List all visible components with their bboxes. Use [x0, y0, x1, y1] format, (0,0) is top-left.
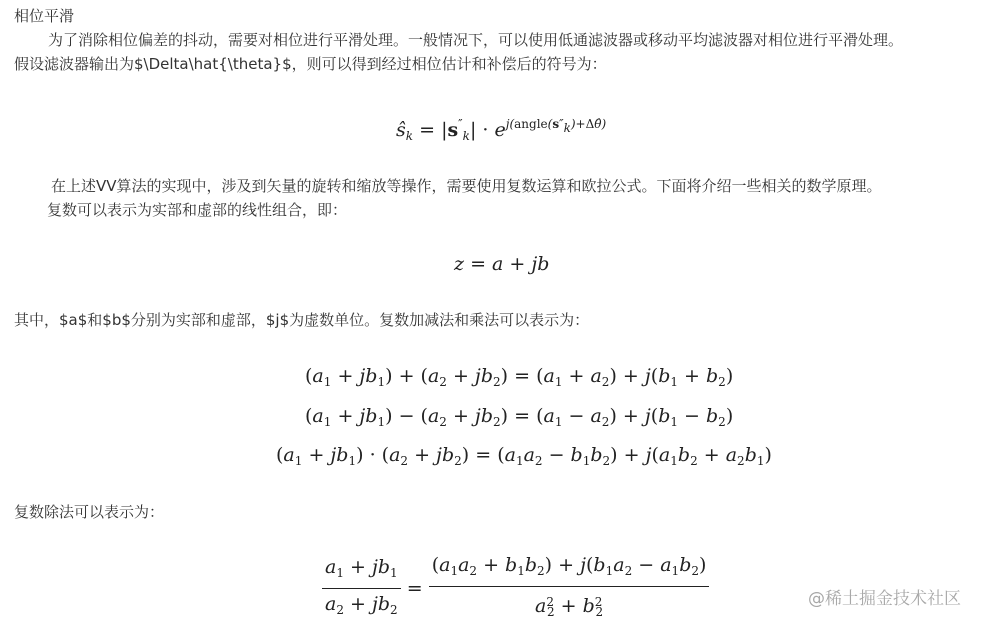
formula-multiplication: $(a_1 + jb_1) \cdot (a_2 + jb_2) = (a_1a_2 - b_1b_2) + j(a_1b_2 + a_2b_1)$: [276, 444, 772, 468]
formula-complex-number: z = a + jb: [454, 253, 550, 275]
paragraph-complex-def: 复数可以表示为实部和虚部的线性组合，即：: [47, 201, 348, 219]
formula-division: $\frac{a_1 + jb_1}{a_2 + jb_2}$ = $\frac{(a_1a_2 + b_1b_2) + j(b_1a_2 - a_1b_2)}{a^2_2 + b^2_2}$: [322, 553, 709, 624]
paragraph-add-mult: 其中，$a$和$b$分别为实部和虚部，$j$为虚数单位。复数加减法和乘法可以表示为：: [14, 311, 590, 329]
paragraph-smoothing-intro: 为了消除相位偏差的抖动，需要对相位进行平滑处理。一般情况下，可以使用低通滤波器或移动平均滤波器对相位进行平滑处理。: [48, 31, 904, 49]
paragraph-division: 复数除法可以表示为：: [14, 503, 165, 521]
formula-addition: $(a_1 + jb_1) + (a_2 + jb_2) = (a_1 + a_2) + j(b_1 + b_2)$: [305, 365, 734, 389]
paragraph-vv-algorithm: 在上述VV算法的实现中，涉及到矢量的旋转和缩放等操作，需要使用复数运算和欧拉公式。下面将介绍一些相关的数学原理。: [51, 177, 882, 195]
section-heading: 相位平滑: [14, 7, 75, 25]
site-watermark: @稀土掘金技术社区: [808, 589, 961, 609]
paragraph-filter-output: 假设滤波器输出为$\Delta\hat{\theta}$，则可以得到经过相位估计和补偿后的符号为：: [14, 55, 607, 73]
formula-subtraction: $(a_1 + jb_1) - (a_2 + jb_2) = (a_1 - a_2) + j(b_1 - b_2)$: [305, 405, 734, 429]
formula-compensated-symbol: $ŝ_k = |s''_k| \cdot e^{j(angle(s''_k)+\Delta\thetâ)}$: [396, 117, 607, 143]
